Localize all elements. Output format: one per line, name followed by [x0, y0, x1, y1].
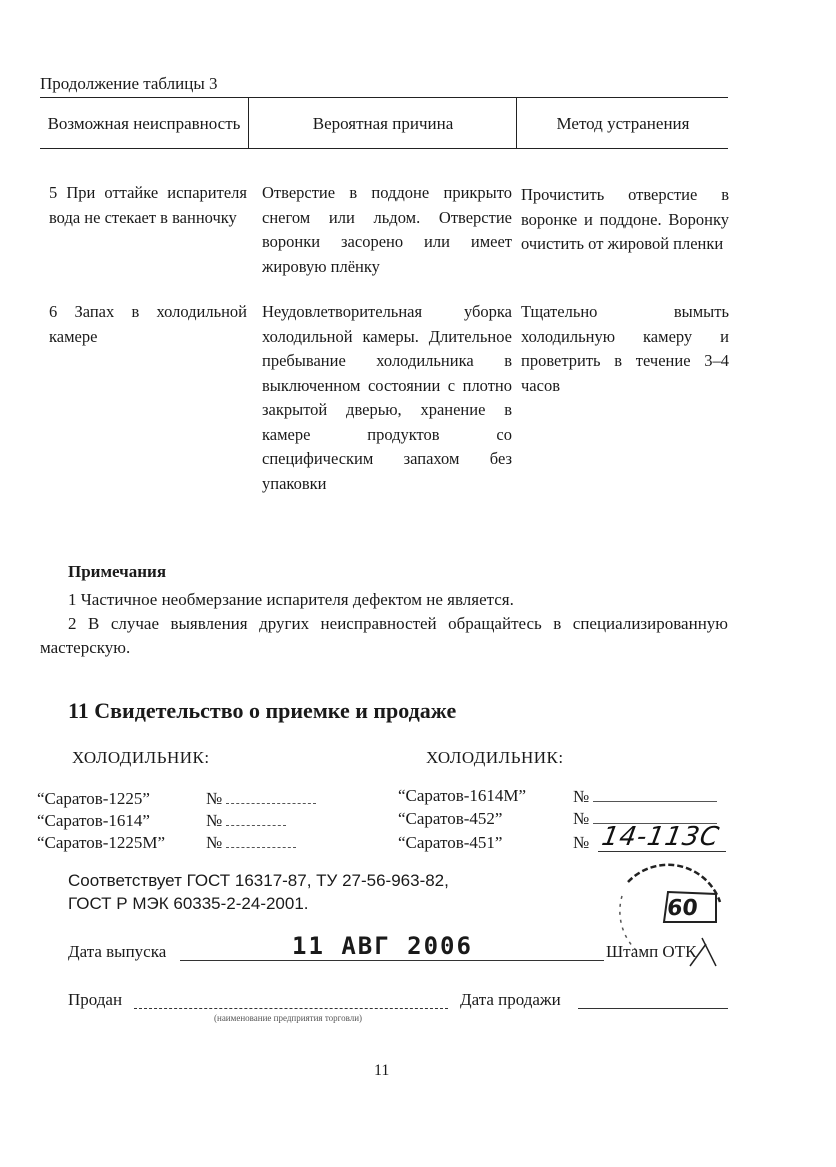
right-number-3 — [573, 833, 589, 853]
notes-title: Примечания — [68, 562, 167, 581]
row2-fault: 6 Запах в холодильной камере — [49, 302, 247, 346]
header-fault: Возможная неисправность — [47, 113, 241, 133]
left-number-1 — [206, 789, 316, 809]
right-model-1: “Саратов-1614М” — [398, 786, 527, 805]
number-sign: № — [206, 833, 223, 852]
stamp-number: 60 — [665, 896, 699, 921]
right-list-header: ХОЛОДИЛЬНИК: — [426, 748, 564, 767]
release-date-label: Дата выпуска — [68, 942, 167, 961]
row1-cause: Отверстие в поддоне прикрыто снегом или льдом. Отверстие воронки засорено или имеет жировую плёнку — [262, 183, 512, 276]
left-list-header: ХОЛОДИЛЬНИК: — [72, 748, 210, 767]
number-sign: № — [206, 811, 223, 830]
sold-line[interactable] — [134, 1008, 448, 1009]
row2-remedy: Тщательно вымыть холодильную камеру и проветрить в течение 3–4 часов — [521, 302, 729, 395]
sold-label: Продан — [68, 990, 123, 1009]
release-date-line[interactable] — [180, 960, 604, 961]
left-model-2: “Саратов-1614” — [37, 811, 150, 830]
sold-caption: (наименование предприятия торговли) — [214, 1013, 363, 1023]
release-date-stamp: 11 АВГ 2006 — [292, 932, 473, 960]
note-1: 1 Частичное необмерзание испарителя дефектом не является. — [68, 590, 514, 609]
number-sign: № — [573, 809, 590, 828]
left-model-3: “Саратов-1225М” — [37, 833, 166, 852]
header-cause: Вероятная причина — [248, 98, 517, 148]
section-title: 11 Свидетельство о приемке и продаже — [68, 698, 457, 723]
number-blank[interactable] — [226, 811, 286, 826]
otk-stamp-label: Штамп ОТК — [606, 942, 697, 961]
right-number-1 — [573, 787, 717, 807]
number-sign: № — [206, 789, 223, 808]
right-model-2: “Саратов-452” — [398, 809, 503, 828]
number-sign: № — [573, 787, 590, 806]
handwritten-serial-number: 14-113С — [599, 822, 722, 852]
compliance-line-2: ГОСТ Р МЭК 60335-2-24-2001. — [68, 894, 309, 913]
compliance-line-1: Соответствует ГОСТ 16317-87, ТУ 27-56-963-82, — [68, 871, 449, 890]
row1-fault: 5 При оттайке испарителя вода не стекает в ванночку — [49, 183, 247, 227]
sale-date-line[interactable] — [578, 1008, 728, 1009]
number-blank[interactable] — [593, 787, 717, 802]
number-blank[interactable] — [226, 789, 316, 804]
sale-date-label: Дата продажи — [460, 990, 561, 1009]
number-blank[interactable] — [226, 833, 296, 848]
number-sign: № — [573, 833, 590, 852]
left-number-2 — [206, 811, 286, 831]
left-number-3 — [206, 833, 296, 853]
row1-remedy: Прочистить отверстие в воронке и поддоне. Воронку очистить от жировой пленки — [521, 185, 729, 253]
right-model-3: “Саратов-451” — [398, 833, 503, 852]
table-caption: Продолжение таблицы 3 — [40, 74, 218, 93]
left-model-1: “Саратов-1225” — [37, 789, 150, 808]
header-remedy: Метод устранения — [516, 98, 729, 148]
row2-cause: Неудовлетворительная уборка холодильной камеры. Длительное пребывание холодильника в выключенном состоянии с плотно закрытой дверью, хранение в камере продуктов со специфическим запахом без упаковки — [262, 302, 512, 493]
table-header — [40, 97, 728, 149]
note-2: 2 В случае выявления других неисправностей обращайтесь в специализированную мастерскую. — [40, 614, 728, 657]
page-number: 11 — [374, 1062, 390, 1079]
